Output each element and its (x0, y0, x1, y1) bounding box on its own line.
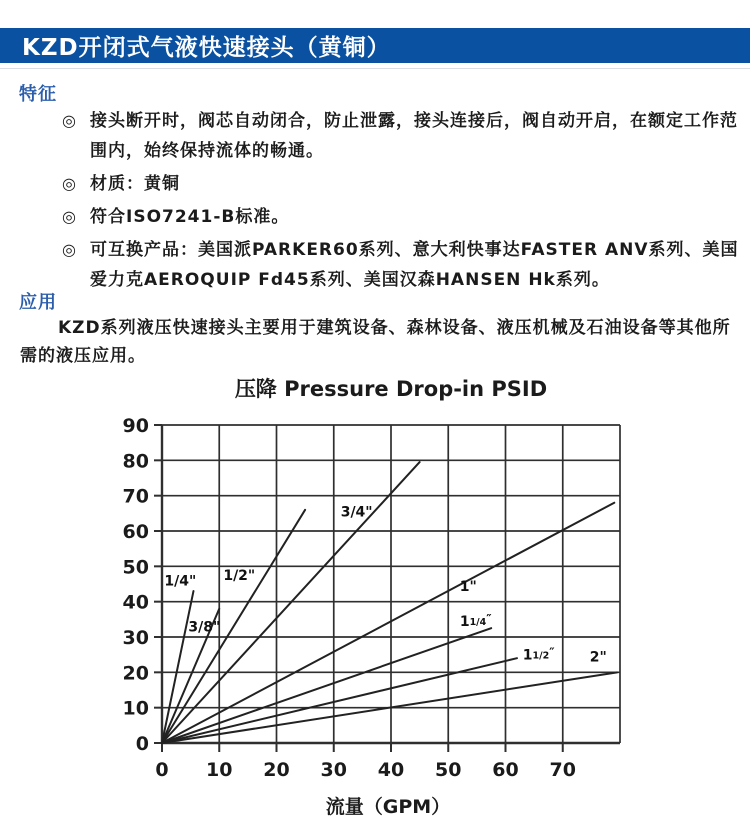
series-label-1-1-4-: 11/4″ (459, 612, 492, 631)
y-tick-label: 80 (122, 450, 149, 473)
series-label-1-: 1" (459, 578, 477, 595)
feature-item (62, 202, 742, 232)
feature-item (62, 235, 742, 295)
section-heading-application: 应用 (19, 292, 57, 313)
series-line-1-1-4- (162, 628, 491, 743)
page-title: KZD开闭式气液快速接头（黄铜） (22, 35, 391, 61)
y-tick-label: 30 (122, 627, 149, 649)
page-title-bar (0, 28, 750, 63)
bullet-icon: ◎ (62, 240, 76, 259)
y-tick-label: 60 (122, 521, 149, 543)
y-tick-label: 20 (122, 662, 149, 685)
x-tick-label: 0 (155, 759, 169, 781)
feature-text: 可互换产品：美国派PARKER60系列、意大利快事达FASTER ANV系列、美国爱力克AEROQUIP Fd45系列、美国汉森HANSEN Hk系列。 (90, 240, 739, 290)
header-divider (0, 68, 750, 69)
pressure-drop-chart (0, 366, 750, 826)
y-tick-label: 70 (122, 485, 149, 508)
series-label-3-8-: 3/8" (188, 619, 221, 636)
series-line-1-4- (162, 591, 193, 743)
y-tick-label: 90 (122, 415, 149, 437)
x-tick-label: 70 (549, 759, 576, 781)
x-tick-label: 30 (320, 759, 347, 781)
chart-title: 压降 Pressure Drop-in PSID (234, 377, 548, 401)
series-label-1-4-: 1/4" (164, 573, 197, 590)
feature-text: 符合ISO7241-B标准。 (90, 207, 290, 227)
y-tick-label: 50 (122, 556, 149, 579)
series-line-3-4- (162, 462, 420, 743)
feature-item (62, 169, 742, 199)
series-label-1-1-2-: 11/2″ (522, 645, 555, 664)
series-label-1-2-: 1/2" (223, 568, 256, 585)
bullet-icon: ◎ (62, 174, 76, 193)
bullet-icon: ◎ (62, 111, 76, 130)
features-list (62, 106, 742, 298)
y-tick-label: 40 (122, 591, 149, 614)
feature-item (62, 106, 742, 166)
x-tick-label: 10 (206, 759, 233, 781)
x-tick-label: 40 (377, 759, 405, 781)
series-label-3-4-: 3/4" (340, 504, 373, 521)
x-tick-label: 20 (263, 759, 290, 781)
series-line-1-1-2- (162, 658, 517, 743)
x-axis-label: 流量（GPM） (325, 796, 451, 818)
section-heading-features: 特征 (19, 84, 57, 105)
x-tick-label: 50 (435, 759, 462, 781)
x-tick-label: 60 (492, 759, 519, 781)
series-label-2-: 2" (589, 649, 607, 666)
feature-text: 材质：黄铜 (90, 174, 180, 194)
y-tick-label: 10 (122, 697, 149, 720)
bullet-icon: ◎ (62, 207, 76, 226)
feature-text: 接头断开时，阀芯自动闭合，防止泄露，接头连接后，阀自动开启，在额定工作范围内，始终保持流体的畅通。 (90, 111, 738, 161)
application-paragraph: KZD系列液压快速接头主要用于建筑设备、森林设备、液压机械及石油设备等其他所需的液压应用。 (20, 318, 731, 366)
y-tick-label: 0 (135, 733, 149, 755)
